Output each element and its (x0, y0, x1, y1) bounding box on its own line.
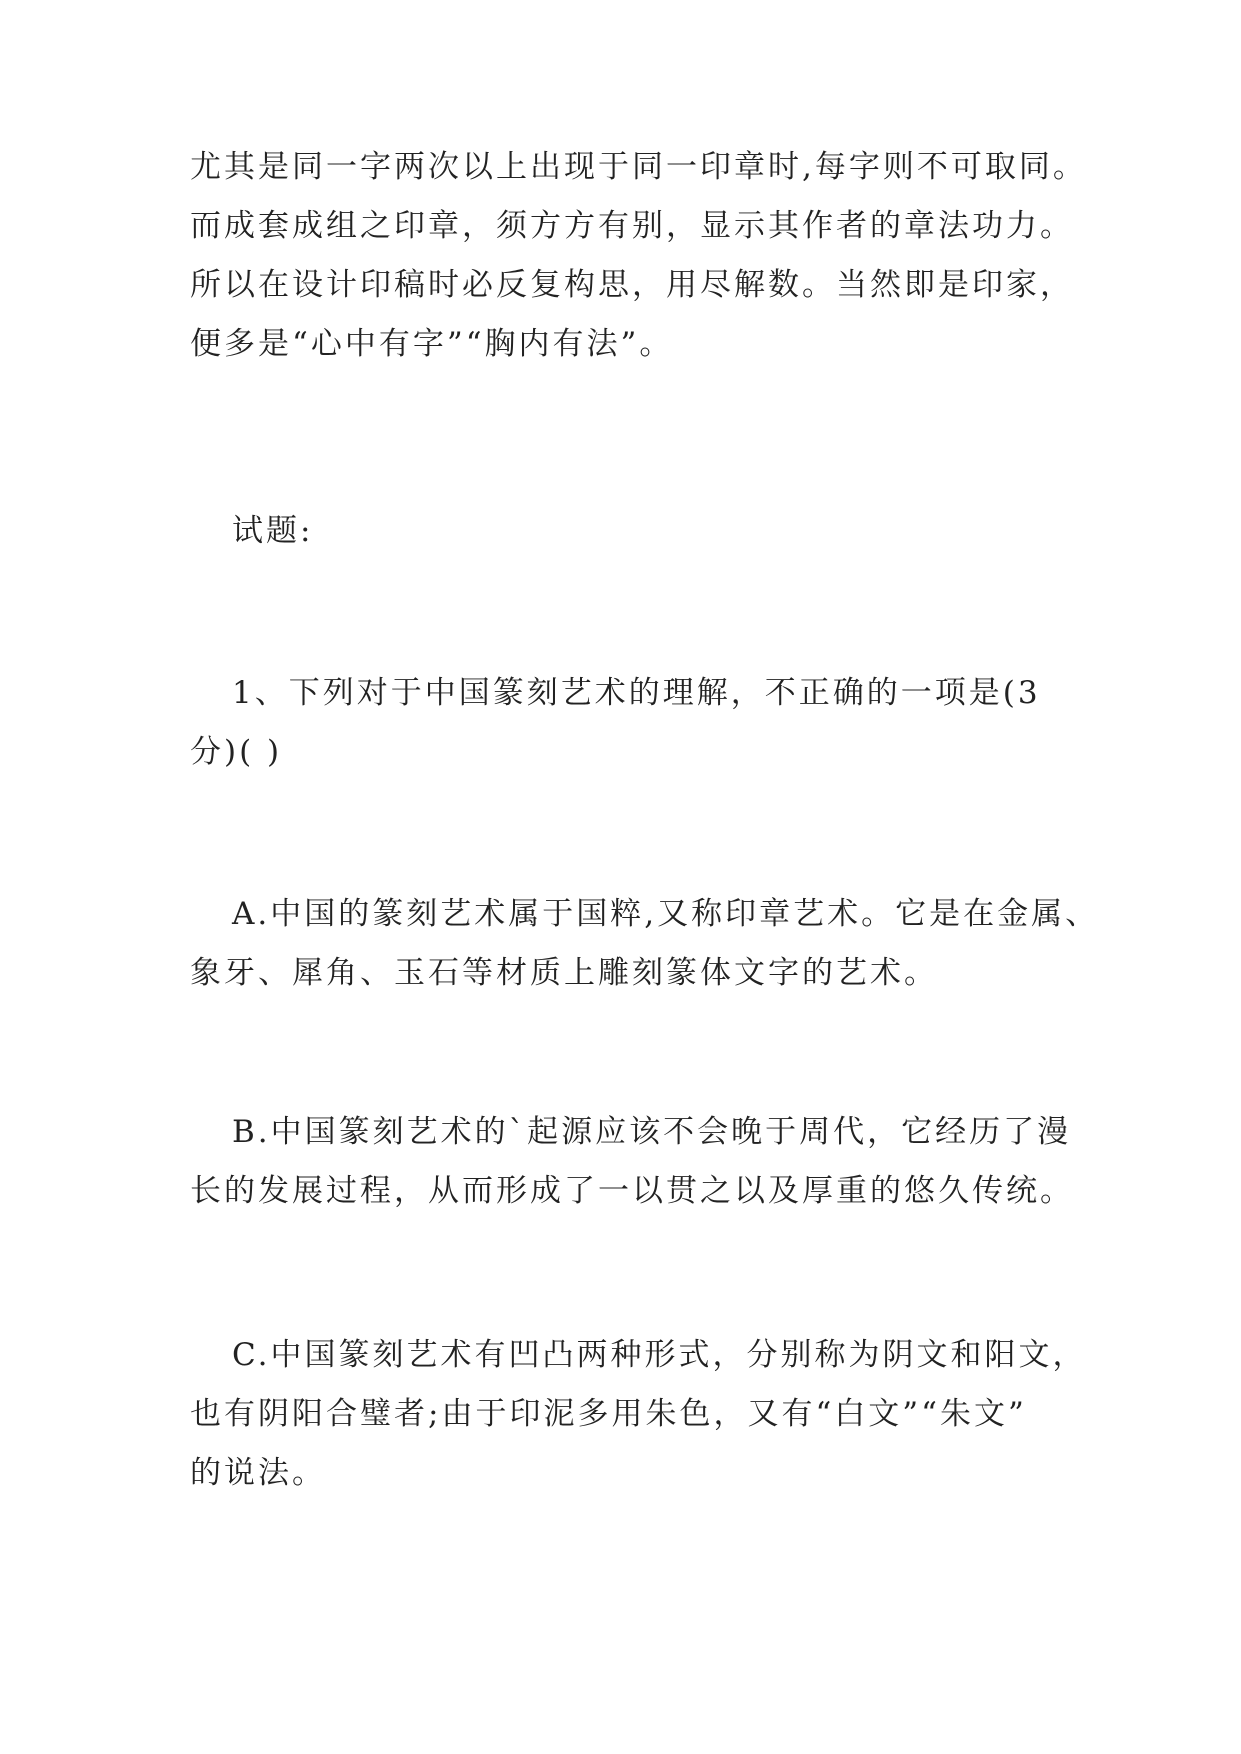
option-line: C.中国篆刻艺术有凹凸两种形式，分别称为阴文和阳文， (232, 1337, 1087, 1373)
option-b (190, 1103, 1090, 1221)
text-line: 而成套成组之印章，须方方有别，显示其作者的章法功力。 (190, 208, 1074, 244)
option-c (190, 1326, 1090, 1503)
option-line: 象牙、犀角、玉石等材质上雕刻篆体文字的艺术。 (190, 955, 938, 991)
option-line: 长的发展过程，从而形成了一以贯之以及厚重的悠久传统。 (190, 1173, 1074, 1209)
section-heading-block (190, 502, 1090, 561)
question-stem-line: 1、下列对于中国篆刻艺术的理解，不正确的一项是(3 (232, 675, 1041, 711)
question-1 (190, 664, 1090, 782)
option-line: B.中国篆刻艺术的`起源应该不会晚于周代，它经历了漫 (232, 1114, 1072, 1150)
section-heading: 试题: (232, 513, 314, 549)
text-line: 所以在设计印稿时必反复构思，用尽解数。当然即是印家， (190, 267, 1074, 303)
option-line: 也有阴阳合璧者;由于印泥多用朱色，又有“白文”“朱文” (190, 1396, 1027, 1432)
question-stem-line: 分)( ) (190, 734, 283, 770)
option-a (190, 885, 1100, 1003)
option-line: 的说法。 (190, 1455, 326, 1491)
intro-paragraph (190, 138, 1090, 374)
text-line: 尤其是同一字两次以上出现于同一印章时,每字则不可取同。 (190, 149, 1087, 185)
option-line: A.中国的篆刻艺术属于国粹,又称印章艺术。它是在金属、 (232, 896, 1100, 932)
text-line: 便多是“心中有字”“胸内有法”。 (190, 326, 674, 362)
